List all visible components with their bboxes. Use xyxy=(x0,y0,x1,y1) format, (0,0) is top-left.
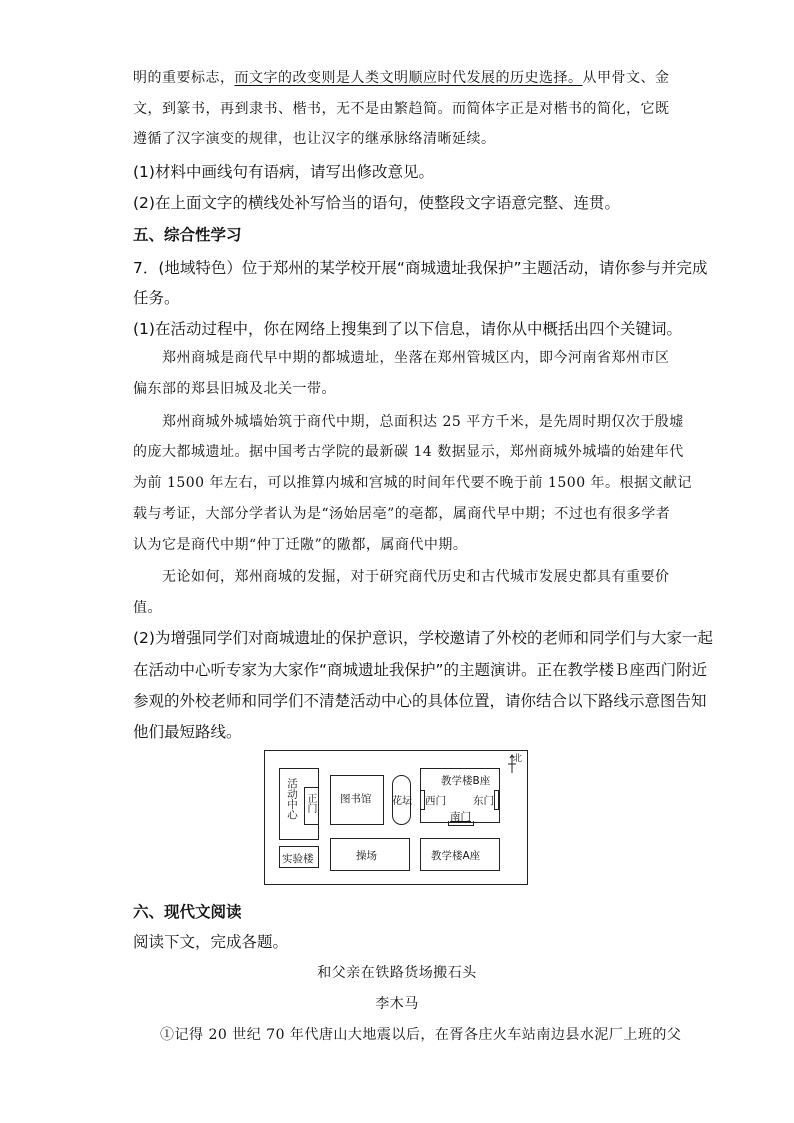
info-line: 认为它是商代中期“仲丁迁隞”的隞都，属商代中期。 xyxy=(133,537,468,553)
south-gate-mark xyxy=(448,821,474,826)
passage-text: 从甲骨文、金 xyxy=(582,70,670,86)
library-label: 图书馆 xyxy=(340,793,372,805)
q7-stem-line-2: 任务。 xyxy=(133,289,180,307)
q6-sub1: (1)材料中画线句有语病，请写出修改意见。 xyxy=(133,163,434,181)
article-paragraph-1: ①记得 20 世纪 70 年代唐山大地震以后，在胥各庄火车站南边县水泥厂上班的父 xyxy=(160,1027,682,1043)
underlined-sentence: 而文字的改变则是人类文明顺应时代发展的历史选择。 xyxy=(234,70,583,86)
info-line: 的庞大都城遗址。据中国考古学院的最新碳 14 数据显示，郑州商城外城墙的始建年代 xyxy=(133,444,684,460)
activity-center-label: 活动中心 xyxy=(286,778,298,820)
q7-sub2-line: 在活动中心听专家为大家作“商城遗址我保护”的主题演讲。正在教学楼Ｂ座西门附近 xyxy=(133,661,708,679)
lab-label: 实验楼 xyxy=(282,853,314,865)
info-line: 为前 1500 年左右，可以推算内城和宫城的时间年代要不晚于前 1500 年。根据文献记 xyxy=(133,475,693,491)
q7-sub2-line: 参观的外校老师和同学们不清楚活动中心的具体位置，请你结合以下路线示意图告知 xyxy=(133,692,707,710)
south-gate-label: 南门 xyxy=(450,811,471,823)
q7-sub2-line: (2)为增强同学们对商城遗址的保护意识，学校邀请了外校的老师和同学们与大家一起 xyxy=(133,629,713,647)
passage-line-2: 文，到篆书，再到隶书、楷书，无不是由繁趋简。而简体字正是对楷书的简化，它既 xyxy=(133,101,670,117)
east-gate-mark xyxy=(494,790,499,810)
info-line: 郑州商城外城墙始筑于商代中期，总面积达 25 平方千米，是先周时期仅次于殷墟 xyxy=(162,414,684,430)
info-line: 载与考证，大部分学者认为是“汤始居亳”的亳都，属商代早中期；不过也有很多学者 xyxy=(133,506,671,522)
q7-stem-line-1: 7．(地域特色）位于郑州的某学校开展“商城遗址我保护”主题活动，请你参与并完成 xyxy=(133,259,708,277)
q6-sub2: (2)在上面文字的横线处补写恰当的语句，使整段文字语意完整、连贯。 xyxy=(133,194,620,212)
info-line: 偏东部的郑县旧城及北关一带。 xyxy=(133,381,336,397)
article-title: 和父亲在铁路货场搬石头 xyxy=(317,965,477,981)
q7-sub1: (1)在活动过程中，你在网络上搜集到了以下信息，请你从中概括出四个关键词。 xyxy=(133,320,682,338)
flower-bed-label: 花坛 xyxy=(392,796,412,807)
north-label: 北 xyxy=(513,754,523,764)
q7-sub2-line: 他们最短路线。 xyxy=(133,723,242,741)
section-five-title: 五、综合性学习 xyxy=(133,226,242,244)
info-line: 郑州商城是商代早中期的都城遗址，坐落在郑州管城区内，即今河南省郑州市区 xyxy=(162,350,670,366)
playground-label: 操场 xyxy=(356,850,377,862)
info-line: 值。 xyxy=(133,600,162,616)
main-gate-label: 正门 xyxy=(305,793,316,813)
west-gate-label: 西门 xyxy=(425,795,446,807)
passage-line-1 xyxy=(133,68,670,88)
info-line: 无论如何，郑州商城的发掘，对于研究商代历史和古代城市发展史都具有重要价 xyxy=(162,569,670,585)
passage-text: 明的重要标志， xyxy=(133,70,235,86)
section-six-title: 六、现代文阅读 xyxy=(133,903,242,921)
building-a-label: 教学楼A座 xyxy=(431,850,481,862)
passage-line-3: 遵循了汉字演变的规律，也让汉字的继承脉络清晰延续。 xyxy=(133,131,496,147)
building-b-label: 教学楼B座 xyxy=(441,775,491,787)
article-author: 李木马 xyxy=(375,996,419,1012)
east-gate-label: 东门 xyxy=(473,795,494,807)
reading-instruction: 阅读下文，完成各题。 xyxy=(133,933,289,951)
